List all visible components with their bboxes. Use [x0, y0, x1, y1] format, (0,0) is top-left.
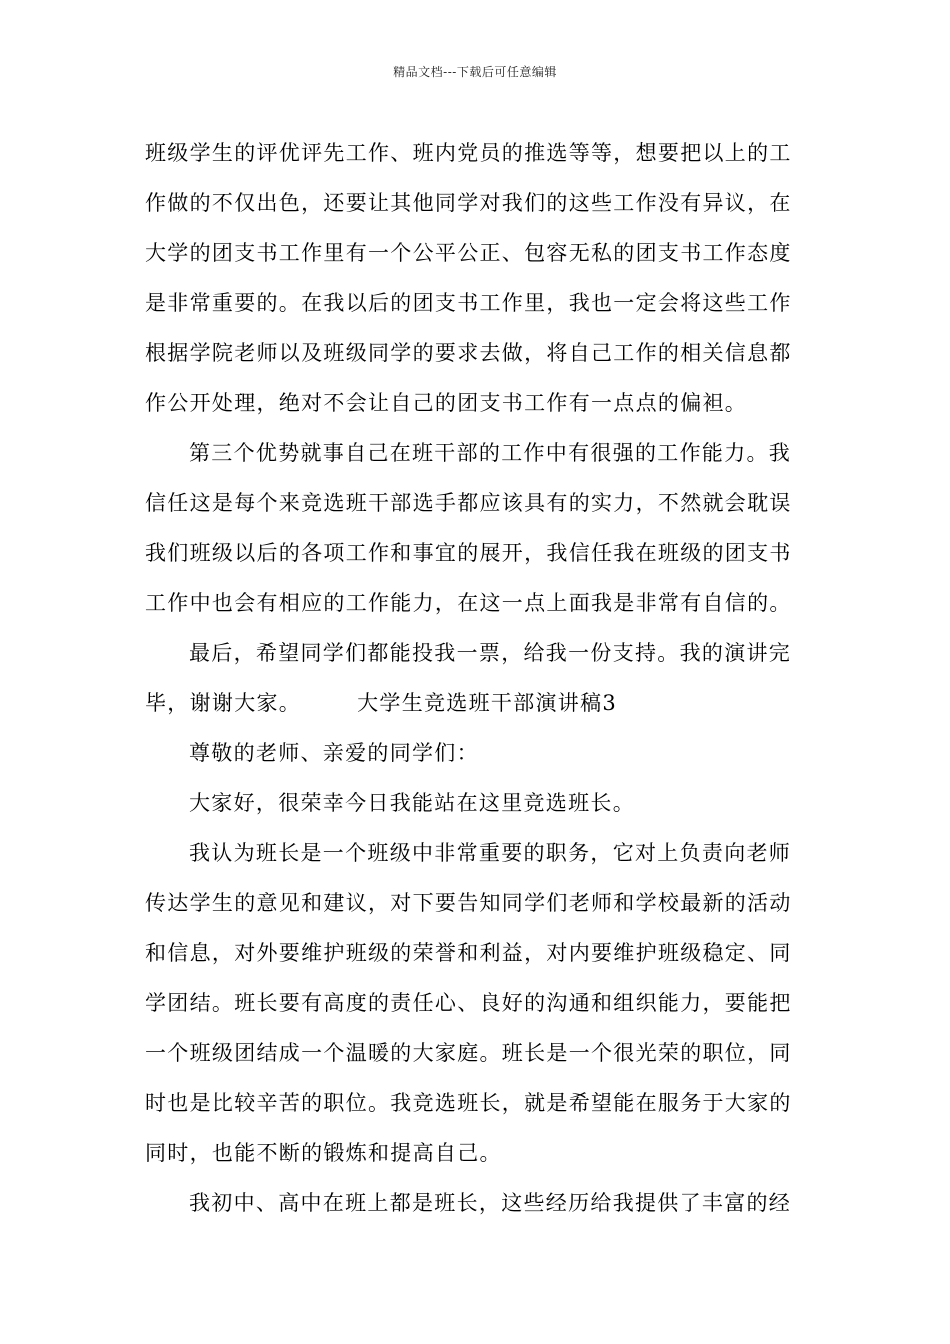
text-line: 大学的团支书工作里有一个公平公正、包容无私的团支书工作态度: [145, 241, 792, 265]
text-line: 作做的不仅出色，还要让其他同学对我们的这些工作没有异议，在: [145, 191, 792, 215]
text-line: 大家好，很荣幸今日我能站在这里竞选班长。: [189, 791, 635, 815]
text-line: 作公开处理，绝对不会让自己的团支书工作有一点点的偏袒。: [145, 391, 748, 415]
section-title: 大学生竞选班干部演讲稿3: [357, 691, 618, 715]
document-body: [145, 128, 807, 1228]
text-line: 我初中、高中在班上都是班长，这些经历给我提供了丰富的经: [189, 1191, 792, 1215]
text-line: 根据学院老师以及班级同学的要求去做，将自己工作的相关信息都: [145, 341, 792, 365]
text-line: 时也是比较辛苦的职位。我竞选班长，就是希望能在服务于大家的: [145, 1091, 792, 1115]
text-line: 我们班级以后的各项工作和事宜的展开，我信任我在班级的团支书: [145, 541, 792, 565]
text-line: 班级学生的评优评先工作、班内党员的推选等等，想要把以上的工: [145, 141, 792, 165]
text-line: 信任这是每个来竞选班干部选手都应该具有的实力，不然就会耽误: [145, 491, 792, 515]
text-line: 传达学生的意见和建议，对下要告知同学们老师和学校最新的活动: [145, 891, 792, 915]
text-line: 学团结。班长要有高度的责任心、良好的沟通和组织能力，要能把: [145, 991, 792, 1015]
page-header: 精品文档---下载后可任意编辑: [393, 65, 557, 79]
text-line: 尊敬的老师、亲爱的同学们：: [189, 741, 479, 765]
text-line: 第三个优势就事自己在班干部的工作中有很强的工作能力。我: [189, 441, 792, 465]
text-line: 同时，也能不断的锻炼和提高自己。: [145, 1141, 502, 1165]
text-line: 一个班级团结成一个温暖的大家庭。班长是一个很光荣的职位，同: [145, 1041, 792, 1065]
text-line: 和信息，对外要维护班级的荣誉和利益，对内要维护班级稳定、同: [145, 941, 792, 965]
text-line: 是非常重要的。在我以后的团支书工作里，我也一定会将这些工作: [145, 291, 792, 315]
text-line: 最后，希望同学们都能投我一票，给我一份支持。我的演讲完: [189, 641, 792, 665]
closing-text: 毕，谢谢大家。: [145, 691, 302, 715]
text-line: 工作中也会有相应的工作能力，在这一点上面我是非常有自信的。: [145, 591, 792, 615]
text-line: 我认为班长是一个班级中非常重要的职务，它对上负责向老师: [189, 841, 792, 865]
text-line-with-title: [145, 678, 807, 728]
